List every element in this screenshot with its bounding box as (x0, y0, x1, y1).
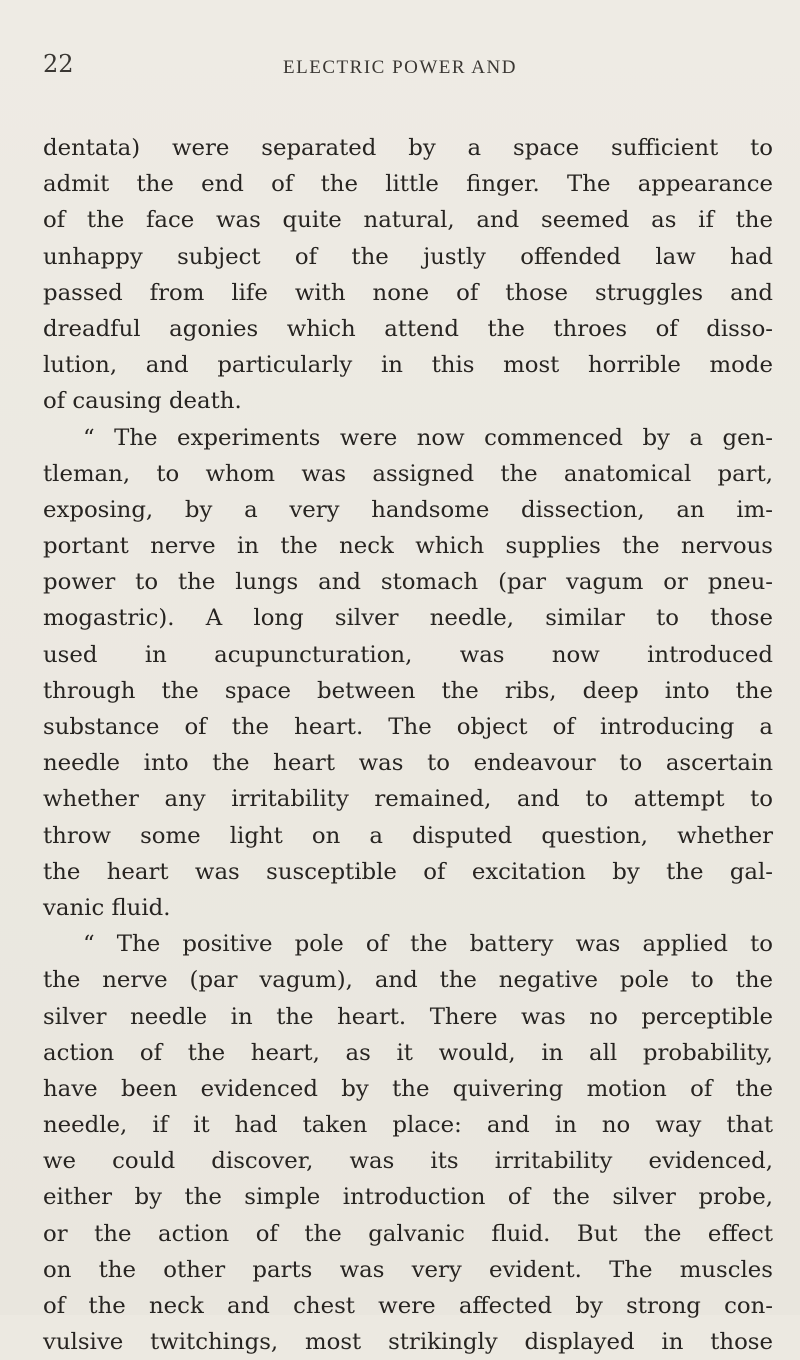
text-line: through the space between the ribs, deep into the (43, 677, 773, 704)
page-number: 22 (43, 50, 74, 78)
text-line: dentata) were separated by a space sufficient to (43, 135, 773, 161)
text-line: of the face was quite natural, and seemed as if the (43, 207, 773, 234)
text-line: “ The experiments were now commenced by a gen- (83, 424, 773, 451)
text-line: vanic fluid. (43, 894, 171, 921)
text-line: vulsive twitchings, most strikingly displayed in those (43, 1329, 773, 1356)
text-line: dreadful agonies which attend the throes of disso- (43, 315, 773, 342)
text-line: exposing, by a very handsome dissection, an im- (43, 496, 773, 523)
body-text (43, 130, 773, 1360)
text-line: admit the end of the little finger. The appearance (43, 171, 773, 198)
text-line: needle, if it had taken place: and in no way that (43, 1112, 773, 1139)
text-line: the nerve (par vagum), and the negative pole to the (43, 967, 773, 994)
text-line: passed from life with none of those struggles and (43, 279, 773, 306)
text-line: “ The positive pole of the battery was applied to (83, 931, 773, 958)
text-line: the heart was susceptible of excitation by the gal- (43, 858, 773, 885)
text-line: unhappy subject of the justly offended law had (43, 243, 773, 270)
text-line: we could discover, was its irritability evidenced, (43, 1148, 773, 1175)
text-line: portant nerve in the neck which supplies the nervous (43, 533, 773, 560)
text-line: silver needle in the heart. There was no perceptible (43, 1003, 773, 1030)
text-line: of the neck and chest were affected by strong con- (43, 1293, 773, 1319)
text-line: substance of the heart. The object of introducing a (43, 714, 773, 740)
text-line: or the action of the galvanic fluid. But the effect (43, 1220, 773, 1247)
text-line: needle into the heart was to endeavour to ascertain (43, 750, 773, 777)
running-head (0, 50, 800, 90)
text-line: tleman, to whom was assigned the anatomical part, (43, 460, 773, 487)
text-line: throw some light on a disputed question, whether (43, 822, 773, 849)
text-line: have been evidenced by the quivering motion of the (43, 1075, 773, 1102)
text-line: used in acupuncturation, was now introduced (43, 641, 773, 668)
text-line: lution, and particularly in this most horrible mode (43, 352, 773, 379)
text-line: power to the lungs and stomach (par vagum or pneu- (43, 569, 773, 596)
text-line: of causing death. (43, 388, 242, 415)
running-title: ELECTRIC POWER AND (283, 57, 517, 78)
text-line: action of the heart, as it would, in all probability, (43, 1039, 773, 1066)
text-line: whether any irritability remained, and to attempt to (43, 786, 773, 813)
text-line: mogastric). A long silver needle, similar to those (43, 605, 773, 632)
text-line: on the other parts was very evident. The muscles (43, 1256, 773, 1283)
text-line: either by the simple introduction of the silver probe, (43, 1184, 773, 1211)
